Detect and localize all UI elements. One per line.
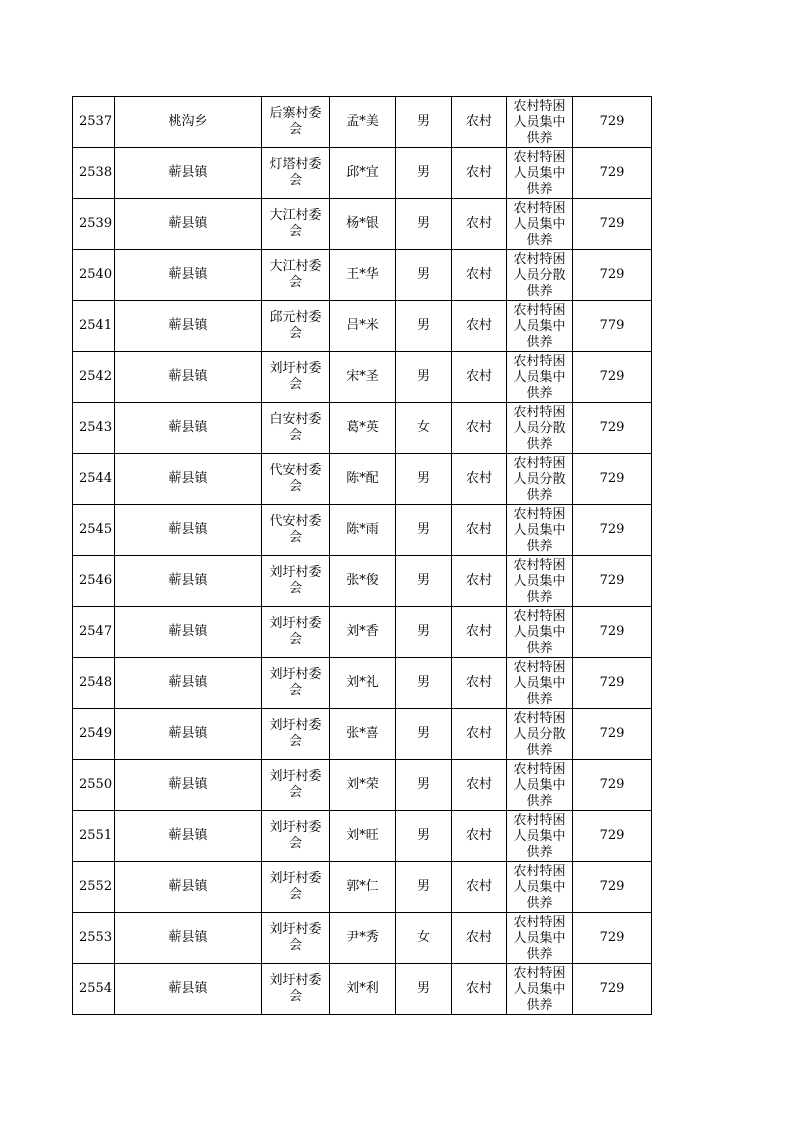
cell-amount: 729 — [573, 352, 652, 403]
cell-type — [507, 760, 573, 811]
cell-name: 孟*美 — [330, 97, 396, 148]
cell-village: 大江村委会 — [262, 199, 330, 250]
cell-gender: 男 — [396, 148, 452, 199]
cell-type — [507, 811, 573, 862]
cell-type-text: 农村特困人员集中供养 — [513, 201, 566, 247]
cell-village: 大江村委会 — [262, 250, 330, 301]
cell-id: 2554 — [73, 964, 115, 1015]
cell-village: 灯塔村委会 — [262, 148, 330, 199]
cell-town: 蕲县镇 — [115, 964, 262, 1015]
cell-type — [507, 862, 573, 913]
cell-type-text: 农村特困人员集中供养 — [513, 864, 566, 910]
cell-village: 代安村委会 — [262, 505, 330, 556]
cell-village: 刘圩村委会 — [262, 352, 330, 403]
cell-type — [507, 913, 573, 964]
cell-gender: 女 — [396, 913, 452, 964]
cell-area: 农村 — [452, 964, 507, 1015]
cell-id: 2551 — [73, 811, 115, 862]
cell-amount: 729 — [573, 199, 652, 250]
cell-village: 刘圩村委会 — [262, 964, 330, 1015]
cell-id: 2545 — [73, 505, 115, 556]
cell-id: 2537 — [73, 97, 115, 148]
cell-gender: 男 — [396, 97, 452, 148]
cell-name: 刘*香 — [330, 607, 396, 658]
cell-id: 2548 — [73, 658, 115, 709]
cell-amount: 729 — [573, 862, 652, 913]
cell-type-text: 农村特困人员分散供养 — [513, 252, 566, 298]
cell-village: 刘圩村委会 — [262, 811, 330, 862]
cell-type — [507, 403, 573, 454]
cell-amount: 729 — [573, 964, 652, 1015]
cell-amount: 729 — [573, 811, 652, 862]
cell-town: 蕲县镇 — [115, 505, 262, 556]
cell-gender: 女 — [396, 403, 452, 454]
cell-amount: 729 — [573, 658, 652, 709]
cell-type-text: 农村特困人员集中供养 — [513, 558, 566, 604]
cell-name: 邱*宜 — [330, 148, 396, 199]
cell-id: 2538 — [73, 148, 115, 199]
table-row — [73, 964, 652, 1015]
cell-amount: 729 — [573, 505, 652, 556]
cell-area: 农村 — [452, 709, 507, 760]
table-row — [73, 148, 652, 199]
cell-amount: 729 — [573, 760, 652, 811]
cell-area: 农村 — [452, 556, 507, 607]
table-row — [73, 556, 652, 607]
cell-name: 张*俊 — [330, 556, 396, 607]
cell-type — [507, 964, 573, 1015]
table-row — [73, 505, 652, 556]
cell-town: 蕲县镇 — [115, 352, 262, 403]
cell-amount: 729 — [573, 607, 652, 658]
cell-id: 2543 — [73, 403, 115, 454]
cell-type — [507, 301, 573, 352]
table-row — [73, 199, 652, 250]
cell-village: 后寨村委会 — [262, 97, 330, 148]
cell-name: 王*华 — [330, 250, 396, 301]
cell-type-text: 农村特困人员集中供养 — [513, 99, 566, 145]
cell-name: 刘*旺 — [330, 811, 396, 862]
cell-town: 蕲县镇 — [115, 913, 262, 964]
cell-gender: 男 — [396, 964, 452, 1015]
cell-village: 邱元村委会 — [262, 301, 330, 352]
cell-name: 刘*礼 — [330, 658, 396, 709]
cell-name: 吕*米 — [330, 301, 396, 352]
cell-gender: 男 — [396, 454, 452, 505]
cell-type-text: 农村特困人员集中供养 — [513, 966, 566, 1012]
cell-amount: 729 — [573, 250, 652, 301]
table-row — [73, 454, 652, 505]
table-row — [73, 301, 652, 352]
table-row — [73, 709, 652, 760]
cell-area: 农村 — [452, 250, 507, 301]
cell-id: 2553 — [73, 913, 115, 964]
cell-type-text: 农村特困人员分散供养 — [513, 405, 566, 451]
table-row — [73, 403, 652, 454]
cell-town: 桃沟乡 — [115, 97, 262, 148]
cell-amount: 729 — [573, 709, 652, 760]
cell-id: 2539 — [73, 199, 115, 250]
cell-id: 2549 — [73, 709, 115, 760]
table-row — [73, 352, 652, 403]
cell-type — [507, 352, 573, 403]
cell-town: 蕲县镇 — [115, 862, 262, 913]
cell-town: 蕲县镇 — [115, 403, 262, 454]
cell-gender: 男 — [396, 811, 452, 862]
cell-type-text: 农村特困人员分散供养 — [513, 456, 566, 502]
cell-name: 郭*仁 — [330, 862, 396, 913]
cell-gender: 男 — [396, 709, 452, 760]
table-row — [73, 97, 652, 148]
table-row — [73, 862, 652, 913]
cell-town: 蕲县镇 — [115, 556, 262, 607]
cell-gender: 男 — [396, 250, 452, 301]
cell-town: 蕲县镇 — [115, 709, 262, 760]
cell-amount: 729 — [573, 556, 652, 607]
cell-type-text: 农村特困人员分散供养 — [513, 711, 566, 757]
table-row — [73, 250, 652, 301]
cell-village: 刘圩村委会 — [262, 913, 330, 964]
cell-village: 刘圩村委会 — [262, 607, 330, 658]
cell-gender: 男 — [396, 556, 452, 607]
assistance-table — [72, 96, 652, 1015]
cell-name: 葛*英 — [330, 403, 396, 454]
cell-amount: 729 — [573, 913, 652, 964]
cell-name: 刘*荣 — [330, 760, 396, 811]
cell-type-text: 农村特困人员集中供养 — [513, 915, 566, 961]
cell-id: 2544 — [73, 454, 115, 505]
cell-area: 农村 — [452, 148, 507, 199]
cell-area: 农村 — [452, 862, 507, 913]
cell-village: 白安村委会 — [262, 403, 330, 454]
cell-type — [507, 556, 573, 607]
cell-name: 尹*秀 — [330, 913, 396, 964]
cell-gender: 男 — [396, 199, 452, 250]
cell-type-text: 农村特困人员集中供养 — [513, 354, 566, 400]
cell-type-text: 农村特困人员集中供养 — [513, 150, 566, 196]
cell-type — [507, 199, 573, 250]
cell-id: 2546 — [73, 556, 115, 607]
cell-amount: 729 — [573, 97, 652, 148]
cell-village: 代安村委会 — [262, 454, 330, 505]
cell-id: 2550 — [73, 760, 115, 811]
cell-town: 蕲县镇 — [115, 199, 262, 250]
cell-gender: 男 — [396, 301, 452, 352]
cell-amount: 779 — [573, 301, 652, 352]
cell-type — [507, 250, 573, 301]
cell-type — [507, 505, 573, 556]
cell-type-text: 农村特困人员集中供养 — [513, 813, 566, 859]
cell-area: 农村 — [452, 352, 507, 403]
cell-area: 农村 — [452, 301, 507, 352]
cell-amount: 729 — [573, 148, 652, 199]
cell-amount: 729 — [573, 454, 652, 505]
cell-gender: 男 — [396, 505, 452, 556]
cell-town: 蕲县镇 — [115, 148, 262, 199]
cell-id: 2542 — [73, 352, 115, 403]
cell-gender: 男 — [396, 658, 452, 709]
cell-area: 农村 — [452, 811, 507, 862]
cell-id: 2547 — [73, 607, 115, 658]
cell-name: 张*喜 — [330, 709, 396, 760]
cell-area: 农村 — [452, 199, 507, 250]
cell-town: 蕲县镇 — [115, 760, 262, 811]
cell-type — [507, 454, 573, 505]
cell-type-text: 农村特困人员集中供养 — [513, 762, 566, 808]
cell-type — [507, 148, 573, 199]
cell-area: 农村 — [452, 607, 507, 658]
cell-area: 农村 — [452, 403, 507, 454]
table-row — [73, 760, 652, 811]
table-row — [73, 913, 652, 964]
cell-id: 2552 — [73, 862, 115, 913]
cell-area: 农村 — [452, 505, 507, 556]
cell-area: 农村 — [452, 760, 507, 811]
cell-type-text: 农村特困人员集中供养 — [513, 609, 566, 655]
cell-type — [507, 97, 573, 148]
cell-village: 刘圩村委会 — [262, 862, 330, 913]
cell-town: 蕲县镇 — [115, 607, 262, 658]
cell-area: 农村 — [452, 97, 507, 148]
cell-name: 陈*雨 — [330, 505, 396, 556]
cell-type — [507, 709, 573, 760]
cell-name: 刘*利 — [330, 964, 396, 1015]
table-row — [73, 658, 652, 709]
cell-gender: 男 — [396, 607, 452, 658]
table-row — [73, 607, 652, 658]
cell-area: 农村 — [452, 454, 507, 505]
cell-gender: 男 — [396, 352, 452, 403]
cell-type-text: 农村特困人员集中供养 — [513, 507, 566, 553]
table-row — [73, 811, 652, 862]
cell-name: 宋*圣 — [330, 352, 396, 403]
cell-village: 刘圩村委会 — [262, 760, 330, 811]
cell-type — [507, 658, 573, 709]
cell-name: 杨*银 — [330, 199, 396, 250]
cell-id: 2541 — [73, 301, 115, 352]
cell-id: 2540 — [73, 250, 115, 301]
cell-area: 农村 — [452, 913, 507, 964]
cell-village: 刘圩村委会 — [262, 556, 330, 607]
cell-amount: 729 — [573, 403, 652, 454]
cell-gender: 男 — [396, 862, 452, 913]
cell-town: 蕲县镇 — [115, 250, 262, 301]
table-body — [73, 97, 652, 1015]
cell-name: 陈*配 — [330, 454, 396, 505]
cell-gender: 男 — [396, 760, 452, 811]
cell-type-text: 农村特困人员集中供养 — [513, 303, 566, 349]
cell-type — [507, 607, 573, 658]
cell-town: 蕲县镇 — [115, 454, 262, 505]
cell-type-text: 农村特困人员集中供养 — [513, 660, 566, 706]
cell-village: 刘圩村委会 — [262, 709, 330, 760]
cell-village: 刘圩村委会 — [262, 658, 330, 709]
cell-area: 农村 — [452, 658, 507, 709]
cell-town: 蕲县镇 — [115, 301, 262, 352]
cell-town: 蕲县镇 — [115, 811, 262, 862]
cell-town: 蕲县镇 — [115, 658, 262, 709]
